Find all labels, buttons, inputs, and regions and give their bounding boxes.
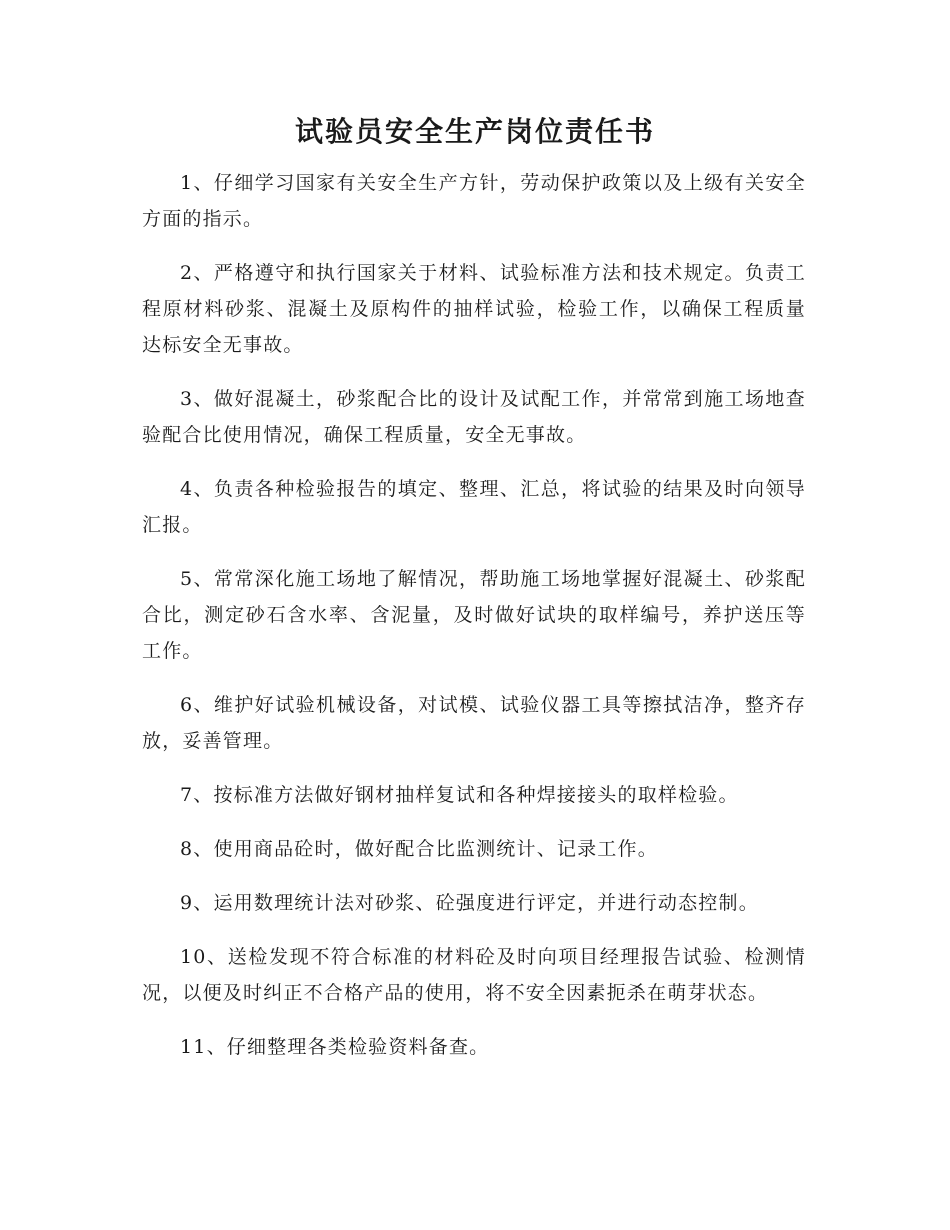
paragraph-10: 10、送检发现不符合标准的材料砼及时向项目经理报告试验、检测情况，以便及时纠正不合格产品的使用，将不安全因素扼杀在萌芽状态。 <box>142 946 806 1004</box>
paragraph-9: 9、运用数理统计法对砂浆、砼强度进行评定，并进行动态控制。 <box>180 892 759 914</box>
paragraph-4: 4、负责各种检验报告的填定、整理、汇总，将试验的结果及时向领导汇报。 <box>142 478 806 536</box>
paragraph-7: 7、按标准方法做好钢材抽样复试和各种焊接接头的取样检验。 <box>180 784 739 806</box>
paragraph-3: 3、做好混凝土，砂浆配合比的设计及试配工作，并常常到施工场地查验配合比使用情况，确保工程质量，安全无事故。 <box>142 388 806 446</box>
paragraph-2: 2、严格遵守和执行国家关于材料、试验标准方法和技术规定。负责工程原材料砂浆、混凝土及原构件的抽样试验，检验工作，以确保工程质量达标安全无事故。 <box>142 262 806 356</box>
document-body <box>142 165 806 1083</box>
paragraph-5: 5、常常深化施工场地了解情况，帮助施工场地掌握好混凝土、砂浆配合比，测定砂石含水率、含泥量，及时做好试块的取样编号，养护送压等工作。 <box>142 568 806 662</box>
paragraph-1: 1、仔细学习国家有关安全生产方针，劳动保护政策以及上级有关安全方面的指示。 <box>142 172 806 230</box>
paragraph-6: 6、维护好试验机械设备，对试模、试验仪器工具等擦拭洁净，整齐存放，妥善管理。 <box>142 694 806 752</box>
document-title: 试验员安全生产岗位责任书 <box>294 115 655 148</box>
paragraph-8: 8、使用商品砼时，做好配合比监测统计、记录工作。 <box>180 838 658 860</box>
paragraph-11: 11、仔细整理各类检验资料备查。 <box>180 1036 490 1058</box>
